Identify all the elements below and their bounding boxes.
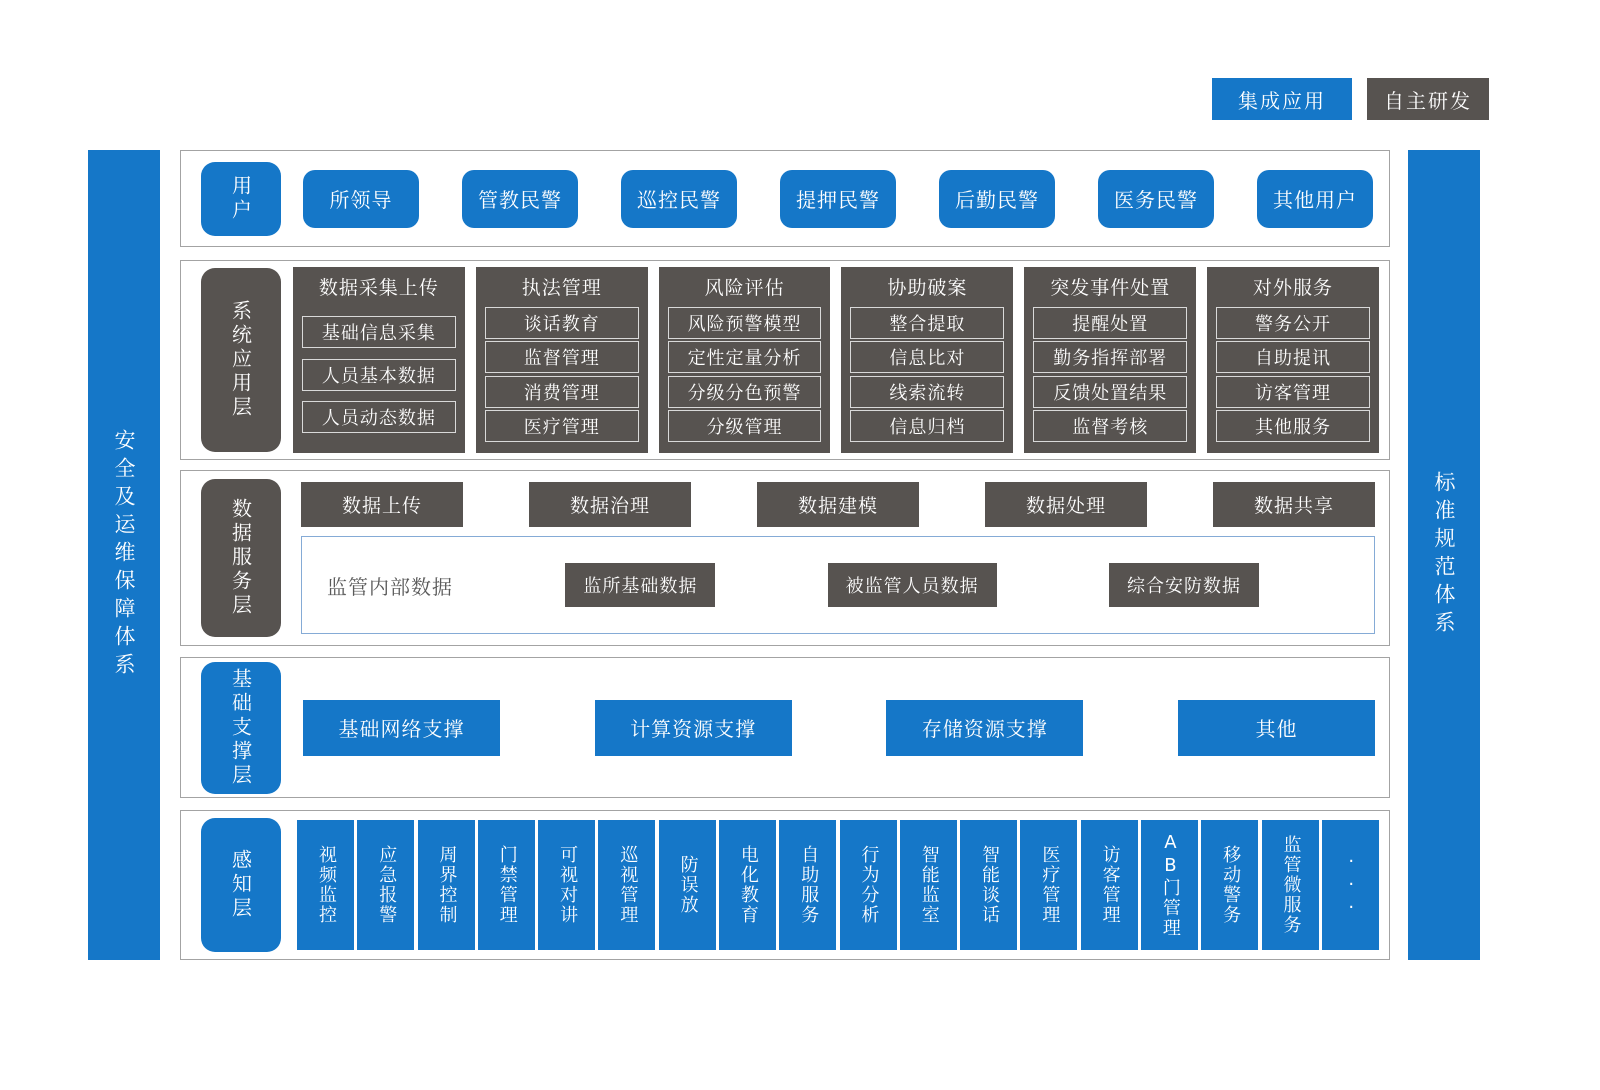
application-layer-label-text: 系统应用层 bbox=[228, 300, 253, 420]
app-column-items bbox=[302, 305, 456, 444]
data-service-content bbox=[301, 482, 1375, 634]
perception-box-label: 应急报警 bbox=[376, 845, 398, 925]
app-column-items bbox=[1216, 305, 1370, 444]
app-column-data-collection bbox=[293, 267, 465, 453]
internal-data-label: 监管内部数据 bbox=[327, 574, 453, 599]
data-service-box: 数据上传 bbox=[301, 482, 463, 527]
perception-box bbox=[900, 820, 957, 950]
right-bar-label: 标准规范体系 bbox=[1432, 471, 1456, 639]
internal-data-box: 综合安防数据 bbox=[1109, 563, 1259, 607]
app-module: 提醒处置 bbox=[1033, 307, 1187, 339]
app-module: 消费管理 bbox=[485, 376, 639, 408]
perception-box bbox=[840, 820, 897, 950]
internal-data-box: 监所基础数据 bbox=[565, 563, 715, 607]
perception-box-more-label: ··· bbox=[1340, 850, 1362, 920]
user-box: 医务民警 bbox=[1098, 170, 1214, 228]
perception-box bbox=[478, 820, 535, 950]
perception-layer-items bbox=[297, 820, 1379, 950]
perception-box-label: 电化教育 bbox=[737, 845, 759, 925]
perception-box bbox=[1020, 820, 1077, 950]
application-layer-label bbox=[201, 268, 281, 452]
data-service-layer bbox=[180, 470, 1390, 646]
support-box: 其他 bbox=[1178, 700, 1375, 756]
app-column-case-assist bbox=[841, 267, 1013, 453]
support-box: 基础网络支撑 bbox=[303, 700, 500, 756]
app-column-emergency bbox=[1024, 267, 1196, 453]
application-columns bbox=[293, 267, 1379, 453]
user-box: 管教民警 bbox=[462, 170, 578, 228]
app-column-law-enforcement bbox=[476, 267, 648, 453]
app-module: 人员动态数据 bbox=[302, 401, 456, 433]
perception-layer-label-text: 感知层 bbox=[228, 849, 253, 921]
left-bar-label: 安全及运维保障体系 bbox=[112, 429, 136, 681]
perception-box-more bbox=[1322, 820, 1379, 950]
right-bar-standards bbox=[1408, 150, 1480, 960]
app-module: 警务公开 bbox=[1216, 307, 1370, 339]
perception-box-label: 智能监室 bbox=[918, 845, 940, 925]
app-module: 信息归档 bbox=[850, 410, 1004, 442]
perception-box bbox=[779, 820, 836, 950]
perception-box bbox=[297, 820, 354, 950]
app-module: 整合提取 bbox=[850, 307, 1004, 339]
perception-box-label: AB门管理 bbox=[1159, 832, 1181, 938]
data-service-boxes bbox=[301, 482, 1375, 527]
perception-box bbox=[1262, 820, 1319, 950]
perception-box bbox=[719, 820, 776, 950]
app-module: 反馈处置结果 bbox=[1033, 376, 1187, 408]
legend-self-developed: 自主研发 bbox=[1367, 78, 1489, 120]
app-column-title: 对外服务 bbox=[1253, 277, 1334, 299]
app-column-items bbox=[1033, 305, 1187, 444]
data-service-box: 数据共享 bbox=[1213, 482, 1375, 527]
support-box: 计算资源支撑 bbox=[595, 700, 792, 756]
perception-box bbox=[960, 820, 1017, 950]
perception-box-label: 巡视管理 bbox=[617, 845, 639, 925]
data-service-box: 数据处理 bbox=[985, 482, 1147, 527]
perception-box-label: 自助服务 bbox=[798, 845, 820, 925]
app-column-risk-assessment bbox=[659, 267, 831, 453]
perception-layer bbox=[180, 810, 1390, 960]
app-module: 医疗管理 bbox=[485, 410, 639, 442]
perception-box bbox=[418, 820, 475, 950]
perception-box bbox=[357, 820, 414, 950]
internal-data-box: 被监管人员数据 bbox=[828, 563, 997, 607]
perception-box-label: 可视对讲 bbox=[557, 845, 579, 925]
user-box: 其他用户 bbox=[1257, 170, 1373, 228]
perception-box bbox=[538, 820, 595, 950]
perception-layer-label bbox=[201, 818, 281, 952]
perception-box-label: 医疗管理 bbox=[1039, 845, 1061, 925]
user-box: 提押民警 bbox=[780, 170, 896, 228]
app-module: 监督考核 bbox=[1033, 410, 1187, 442]
app-module: 分级分色预警 bbox=[668, 376, 822, 408]
user-box: 巡控民警 bbox=[621, 170, 737, 228]
left-bar-security-ops bbox=[88, 150, 160, 960]
user-box: 后勤民警 bbox=[939, 170, 1055, 228]
app-column-external-service bbox=[1207, 267, 1379, 453]
perception-box-label: 监管微服务 bbox=[1280, 835, 1302, 935]
app-module: 其他服务 bbox=[1216, 410, 1370, 442]
app-column-items bbox=[850, 305, 1004, 444]
user-layer-label-text: 用户 bbox=[228, 174, 253, 223]
app-module: 基础信息采集 bbox=[302, 316, 456, 348]
user-layer bbox=[180, 150, 1390, 247]
app-module: 分级管理 bbox=[668, 410, 822, 442]
app-column-title: 突发事件处置 bbox=[1050, 277, 1171, 299]
perception-box-label: 访客管理 bbox=[1099, 845, 1121, 925]
app-module: 线索流转 bbox=[850, 376, 1004, 408]
perception-box-label: 视频监控 bbox=[315, 845, 337, 925]
support-layer-label-text: 基础支撑层 bbox=[228, 667, 253, 788]
app-column-items bbox=[668, 305, 822, 444]
perception-box bbox=[598, 820, 655, 950]
app-module: 监督管理 bbox=[485, 341, 639, 373]
app-module: 勤务指挥部署 bbox=[1033, 341, 1187, 373]
support-layer-label bbox=[201, 662, 281, 794]
user-layer-label bbox=[201, 162, 281, 236]
app-module: 人员基本数据 bbox=[302, 359, 456, 391]
perception-box-label: 防误放 bbox=[677, 855, 699, 915]
perception-box-label: 行为分析 bbox=[858, 845, 880, 925]
app-module: 信息比对 bbox=[850, 341, 1004, 373]
support-layer bbox=[180, 657, 1390, 798]
user-box: 所领导 bbox=[303, 170, 419, 228]
user-layer-items bbox=[303, 170, 1373, 228]
data-service-layer-label bbox=[201, 479, 281, 637]
perception-box bbox=[1141, 820, 1198, 950]
app-column-items bbox=[485, 305, 639, 444]
data-service-box: 数据建模 bbox=[757, 482, 919, 527]
data-service-box: 数据治理 bbox=[529, 482, 691, 527]
support-box: 存储资源支撑 bbox=[886, 700, 1083, 756]
app-module: 谈话教育 bbox=[485, 307, 639, 339]
perception-box-label: 门禁管理 bbox=[496, 845, 518, 925]
perception-box-label: 移动警务 bbox=[1220, 845, 1242, 925]
app-column-title: 执法管理 bbox=[521, 277, 602, 299]
app-module: 风险预警模型 bbox=[668, 307, 822, 339]
internal-data-panel bbox=[301, 536, 1375, 634]
data-service-layer-label-text: 数据服务层 bbox=[228, 498, 253, 618]
support-layer-items bbox=[303, 700, 1375, 756]
perception-box-label: 周界控制 bbox=[436, 845, 458, 925]
perception-box bbox=[1201, 820, 1258, 950]
perception-box-label: 智能谈话 bbox=[979, 845, 1001, 925]
app-module: 访客管理 bbox=[1216, 376, 1370, 408]
app-column-title: 数据采集上传 bbox=[318, 277, 439, 299]
app-module: 定性定量分析 bbox=[668, 341, 822, 373]
app-column-title: 风险评估 bbox=[704, 277, 785, 299]
app-module: 自助提讯 bbox=[1216, 341, 1370, 373]
legend-integrated-app: 集成应用 bbox=[1212, 78, 1352, 120]
perception-box bbox=[659, 820, 716, 950]
application-layer bbox=[180, 260, 1390, 460]
perception-box bbox=[1081, 820, 1138, 950]
app-column-title: 协助破案 bbox=[887, 277, 968, 299]
